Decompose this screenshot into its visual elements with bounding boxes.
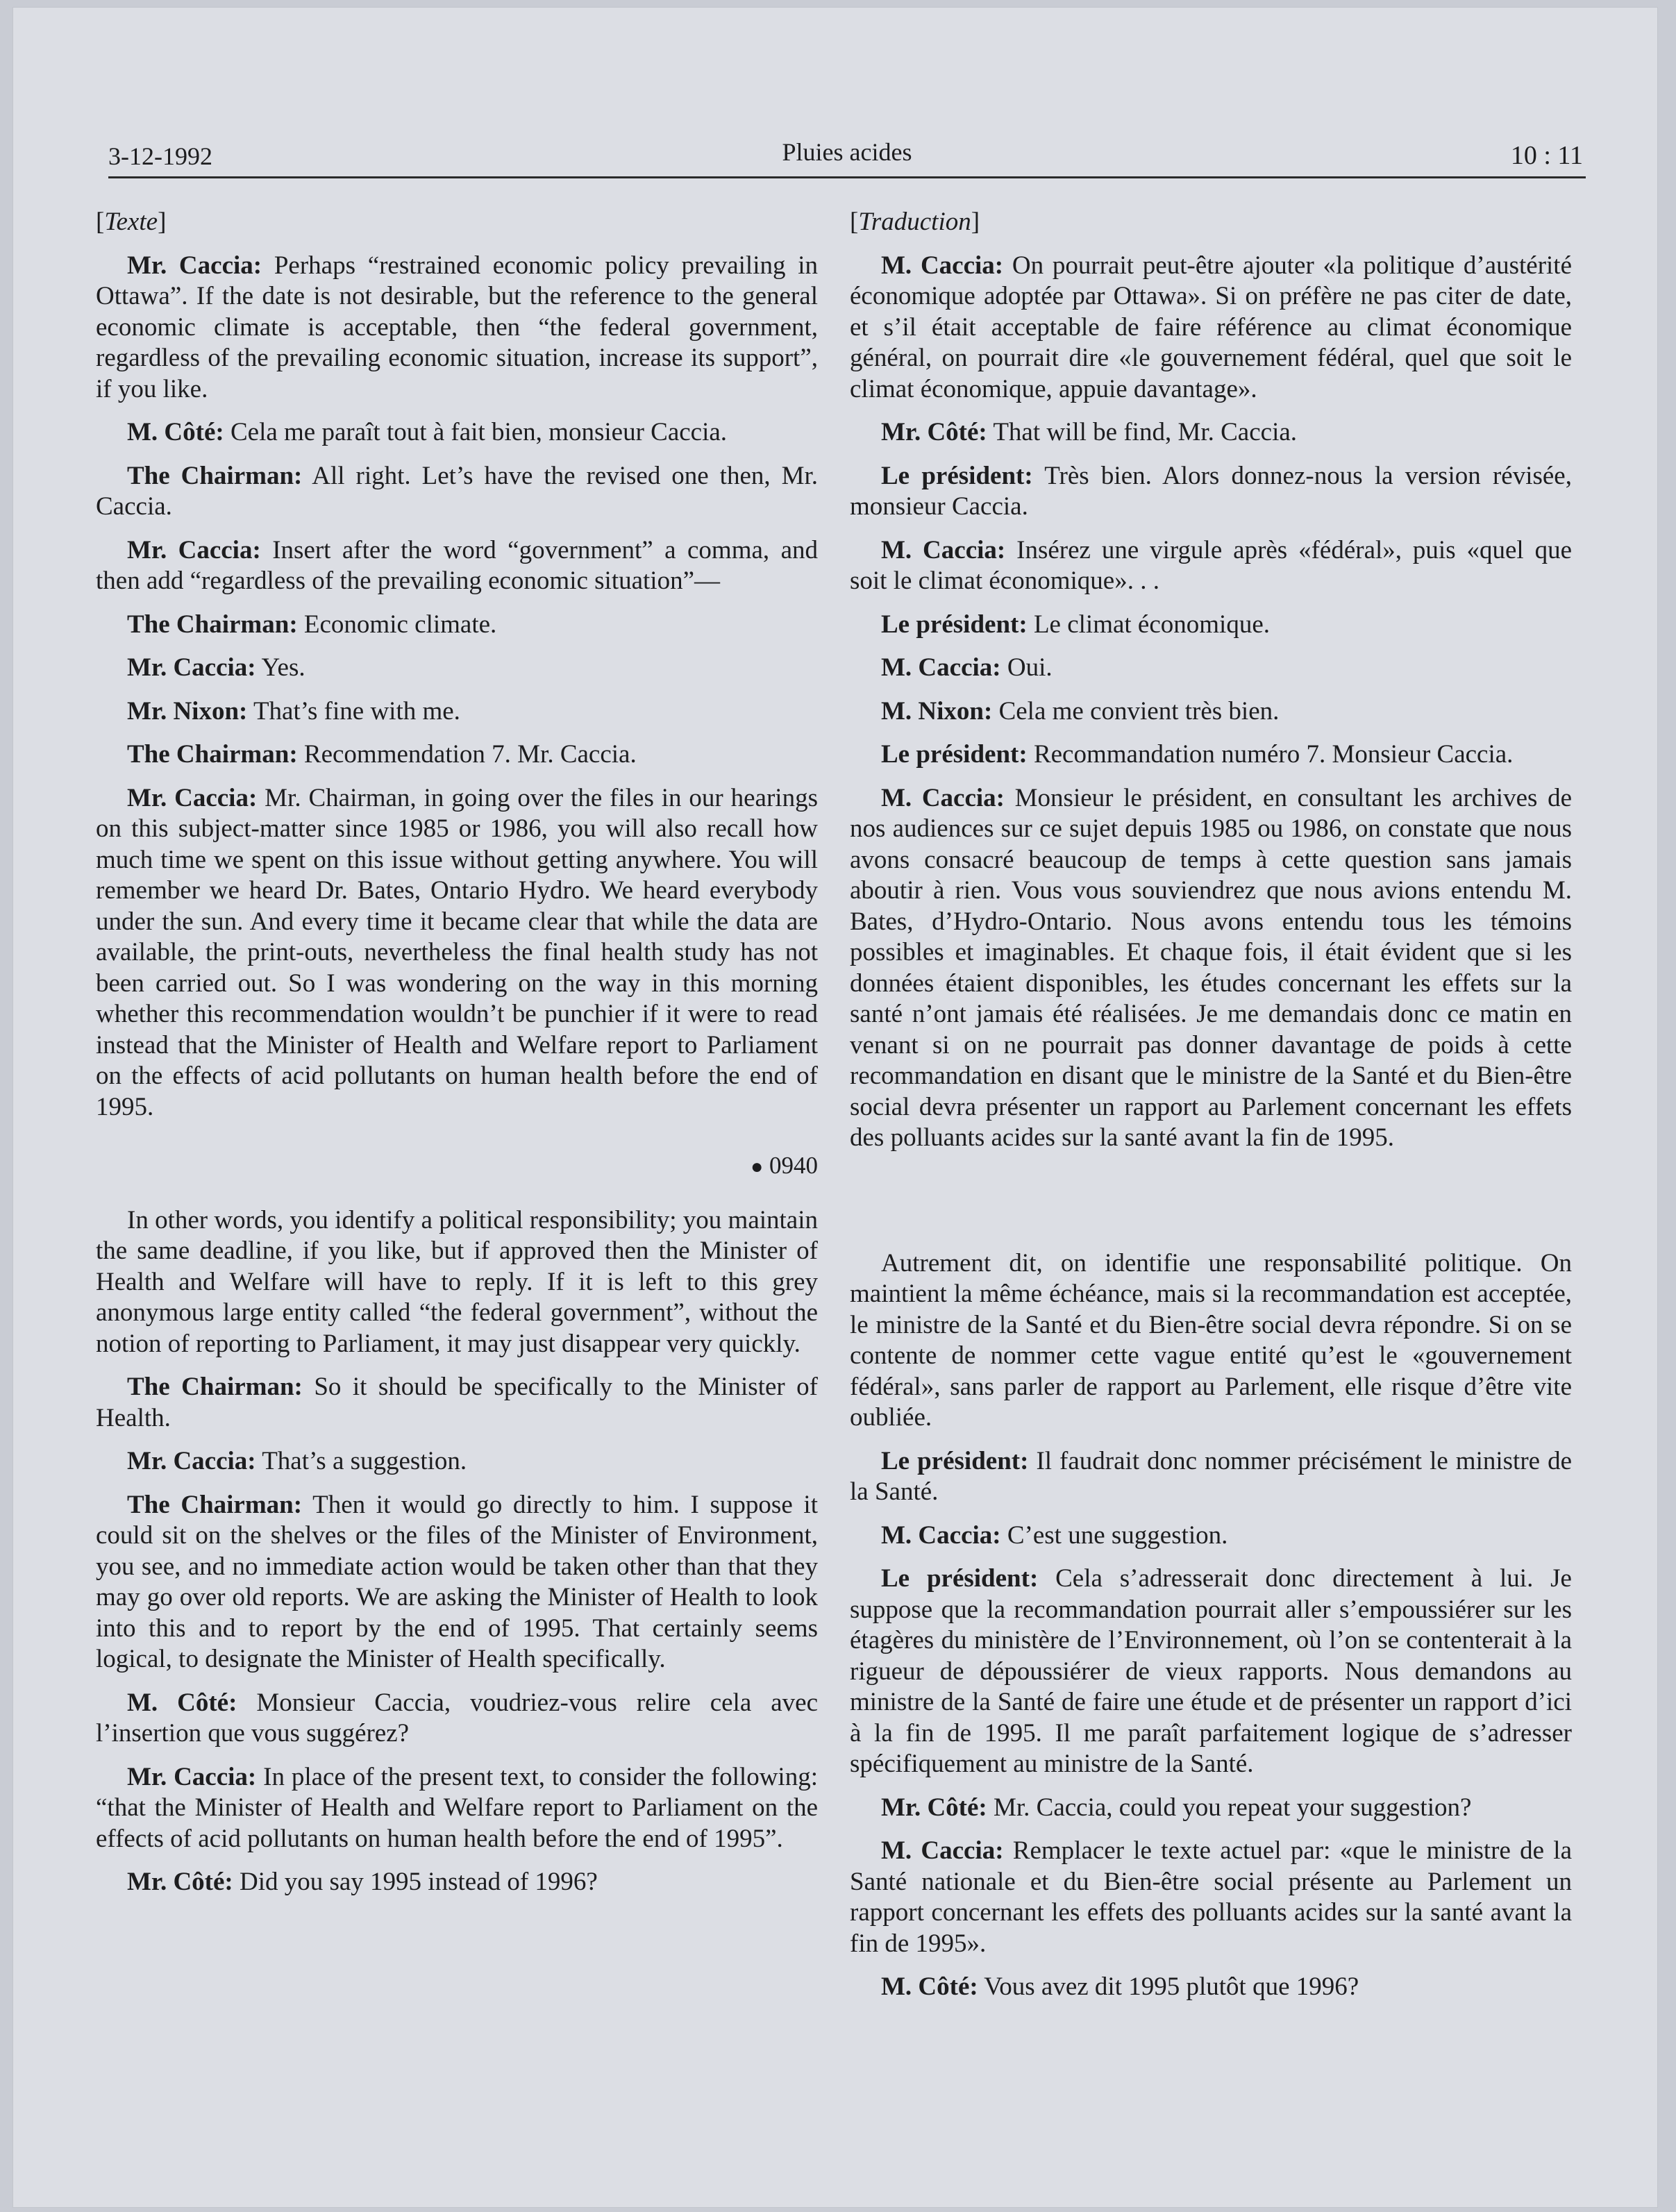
speaker-name: Mr. Caccia: [127, 251, 262, 280]
transcript-paragraph [96, 461, 818, 523]
english-column [96, 207, 818, 1911]
speech-text: Recommandation numéro 7. Monsieur Caccia. [1027, 740, 1514, 769]
speaker-name: The Chairman: [127, 461, 303, 490]
speaker-name: Mr. Caccia: [127, 783, 258, 812]
speaker-name: M. Caccia: [881, 1520, 1001, 1550]
speaker-name: M. Nixon: [881, 696, 993, 726]
speech-text: Autrement dit, on identifie une responsabilité politique. On maintient la même échéance, mais si la recommandation est acceptée, le ministre de la Santé et du Bien-être social devra répondre. Si on se contente de nommer cette vague entité qu’est le «gouvernement fédéral», sans parler de rapport au Parlement, elle risque d’être vite oubliée. [850, 1248, 1572, 1432]
speech-text: Insérez une virgule après «fédéral», puis «quel que soit le climat économique». . . [850, 535, 1572, 595]
speech-text: Yes. [255, 653, 305, 682]
speaker-name: Mr. Caccia: [127, 1762, 257, 1791]
speaker-name: M. Caccia: [881, 653, 1001, 682]
speech-text: Très bien. Alors donnez-nous la version révisée, monsieur Caccia. [850, 461, 1572, 521]
speech-text: Remplacer le texte actuel par: «que le ministre de la Santé nationale et du Bien-être social présente au Parlement un rapport concernant les effets des polluants acides sur la santé avant la fin de 1995». [850, 1836, 1572, 1958]
speaker-name: M. Caccia: [881, 783, 1005, 812]
time-marker: ● 0940 [751, 1152, 818, 1179]
right-block-1 [850, 251, 1572, 1154]
right-block-2 [850, 1248, 1572, 2003]
transcript-paragraph [850, 417, 1572, 449]
transcript-paragraph [96, 653, 818, 684]
column-label: [Texte] [96, 208, 167, 236]
transcript-paragraph [850, 251, 1572, 405]
speech-text: That’s a suggestion. [255, 1447, 467, 1475]
transcript-paragraph [850, 739, 1572, 771]
speaker-name: The Chairman: [127, 740, 298, 769]
transcript-paragraph [850, 1836, 1572, 1959]
transcript-paragraph [850, 461, 1572, 523]
speech-text: Il faudrait donc nommer précisément le ministre de la Santé. [850, 1446, 1572, 1506]
speaker-name: M. Caccia: [881, 535, 1006, 564]
speech-text: In other words, you identify a political responsibility; you maintain the same deadline, if you like, but if approved then the Minister of Health and Welfare will have to reply. If it is left to this grey anonymous large entity called “the federal government”, without the notion of reporting to Parliament, it may just disappear very quickly. [96, 1205, 818, 1358]
transcript-paragraph [850, 696, 1572, 728]
transcript-paragraph [850, 1564, 1572, 1780]
speaker-name: Mr. Caccia: [127, 535, 261, 564]
speaker-name: M. Côté: [127, 1688, 237, 1717]
transcript-paragraph [96, 1762, 818, 1855]
speaker-name: M. Côté: [127, 418, 224, 446]
transcript-paragraph [96, 1688, 818, 1750]
speaker-name: Le président: [881, 1564, 1039, 1593]
speech-text: Then it would go directly to him. I suppose it could sit on the shelves or the files of the Minister of Environment, you see, and no immediate action would be taken other than that they may go over old reports. We are asking the Minister of Health to look into this and to report by the end of 1995. That certainly seems logical, to designate the Minister of Health specifically. [96, 1490, 818, 1673]
speech-text: Mr. Caccia, could you repeat your suggestion? [987, 1793, 1472, 1822]
speech-text: Recommendation 7. Mr. Caccia. [297, 740, 637, 769]
speaker-name: Mr. Nixon: [127, 696, 248, 726]
speaker-name: Le président: [881, 461, 1033, 490]
transcript-paragraph [96, 1205, 818, 1360]
transcript-paragraph [850, 783, 1572, 1154]
bullet-icon: ● [751, 1155, 764, 1178]
speech-text: Cela me convient très bien. [992, 696, 1280, 726]
transcript-paragraph [96, 696, 818, 728]
column-label: [Traduction] [850, 208, 980, 236]
speaker-name: Mr. Côté: [881, 418, 987, 446]
speech-text: Perhaps “restrained economic policy prevailing in Ottawa”. If the date is not desirable, but the reference to the general economic climate is acceptable, then “the federal government, regardless of the prevailing economic situation, increase its support”, if you like. [96, 251, 818, 403]
transcript-paragraph [96, 1867, 818, 1898]
speaker-name: M. Caccia: [881, 1836, 1004, 1865]
speaker-name: Mr. Caccia: [127, 1447, 256, 1475]
speech-text: On pourrait peut-être ajouter «la politique d’austérité économique adoptée par Ottawa». Si on préfère ne pas citer de date, et s’il était acceptable de faire référence au climat économique général, on pourrait dire «le gouvernement fédéral, quel que soit le climat économique, appuie davantage». [850, 251, 1572, 403]
transcript-paragraph [850, 1446, 1572, 1508]
header-title: Pluies acides [782, 138, 912, 166]
speech-text: C’est une suggestion. [1000, 1520, 1228, 1550]
transcript-paragraph [850, 1520, 1572, 1552]
left-block-2 [96, 1205, 818, 1898]
speech-text: Monsieur Caccia, voudriez-vous relire cela avec l’insertion que vous suggérez? [96, 1688, 818, 1748]
transcript-paragraph [850, 1972, 1572, 2003]
transcript-paragraph [96, 783, 818, 1123]
speaker-name: Mr. Caccia: [127, 653, 256, 682]
speech-text: Mr. Chairman, in going over the files in our hearings on this subject-matter since 1985 or 1986, you will also recall how much time we spent on this issue without getting anywhere. You will remember we heard Dr. Bates, Ontario Hydro. We heard everybody under the sun. And every time it became clear that while the data are available, the print-outs, nevertheless the final health study has not been carried out. So I was wondering on the way in this morning whether this recommendation wouldn’t be punchier if it were to read instead that the Minister of Health and Welfare report to Parliament on the effects of acid pollutants on human health before the end of 1995. [96, 783, 818, 1121]
speech-text: Insert after the word “government” a comma, and then add “regardless of the prevailing economic situation”— [96, 535, 818, 595]
speech-text: Did you say 1995 instead of 1996? [233, 1868, 598, 1896]
header-page-number: 10 : 11 [1510, 141, 1583, 170]
left-block-1 [96, 251, 818, 1123]
transcript-paragraph [96, 535, 818, 597]
speech-text: So it should be specifically to the Minister of Health. [96, 1373, 819, 1432]
french-column [850, 207, 1572, 2016]
speech-text: Cela s’adresserait donc directement à lui. Je suppose que la recommandation pourrait aller s’empoussiérer sur les étagères du ministère de l’Environnement, où l’on se contenterait à la rigueur de dépoussiérer de vieux rapports. Nous demandons au ministre de la Santé de faire une étude et de présenter un rapport d’ici à la fin de 1995. Il me paraît parfaitement logique de s’adresser spécifiquement au ministre de la Santé. [850, 1564, 1572, 1778]
transcript-paragraph [96, 417, 818, 449]
speech-text: Oui. [1000, 653, 1053, 682]
header-date: 3-12-1992 [108, 142, 212, 170]
speaker-name: M. Côté: [881, 1972, 978, 2001]
speaker-name: Mr. Côté: [881, 1793, 987, 1822]
transcript-paragraph [96, 251, 818, 405]
speech-text: Cela me paraît tout à fait bien, monsieur Caccia. [224, 418, 728, 446]
speaker-name: Le président: [881, 1446, 1029, 1475]
transcript-paragraph [96, 1446, 818, 1477]
transcript-paragraph [96, 610, 818, 641]
speech-text: Monsieur le président, en consultant les archives de nos audiences sur ce sujet depuis 1985 ou 1986, on constate que nous avons consacré beaucoup de temps à cette question sans jamais aboutir à rien. Vous vous souviendrez que nous avions entendu M. Bates, d’Hydro-Ontario. Nous avons entendu tous les témoins possibles et imaginables. Et chaque fois, il était évident que si les données étaient disponibles, les études concernant les effets sur la santé n’ont jamais été réalisées. Je me demandais donc ce matin en venant si on ne pourrait pas donner davantage de poids à cette recommandation en disant que le ministre de la Santé et du Bien-être social devra présenter un rapport au Parlement concernant les effets des polluants acides sur la santé avant la fin de 1995. [850, 783, 1572, 1152]
column-gap [850, 1166, 1572, 1248]
speech-text: In place of the present text, to consider the following: “that the Minister of Health and Welfare report to Parliament on the effects of acid pollutants on human health before the end of 1995”. [96, 1762, 818, 1853]
speech-text: Le climat économique. [1027, 610, 1271, 639]
speaker-name: M. Caccia: [881, 251, 1004, 280]
transcript-paragraph [96, 1372, 818, 1434]
speech-text: Vous avez dit 1995 plutôt que 1996? [978, 1972, 1359, 2001]
transcript-paragraph [850, 653, 1572, 684]
transcript-paragraph [850, 610, 1572, 641]
speech-text: That will be find, Mr. Caccia. [987, 418, 1298, 446]
speaker-name: The Chairman: [127, 1373, 303, 1401]
speaker-name: The Chairman: [127, 610, 298, 639]
transcript-paragraph [96, 739, 818, 771]
transcript-paragraph [850, 1248, 1572, 1434]
speaker-name: The Chairman: [127, 1490, 303, 1519]
transcript-paragraph [96, 1490, 818, 1675]
transcript-paragraph [850, 535, 1572, 597]
speaker-name: Mr. Côté: [127, 1868, 233, 1896]
transcript-paragraph [850, 1793, 1572, 1824]
speaker-name: Le président: [881, 740, 1028, 769]
speaker-name: Le président: [881, 610, 1028, 639]
speech-text: That’s fine with me. [247, 696, 460, 726]
running-header [108, 136, 1586, 178]
speech-text: Economic climate. [297, 610, 497, 639]
speech-text: All right. Let’s have the revised one then, Mr. Caccia. [96, 461, 818, 521]
